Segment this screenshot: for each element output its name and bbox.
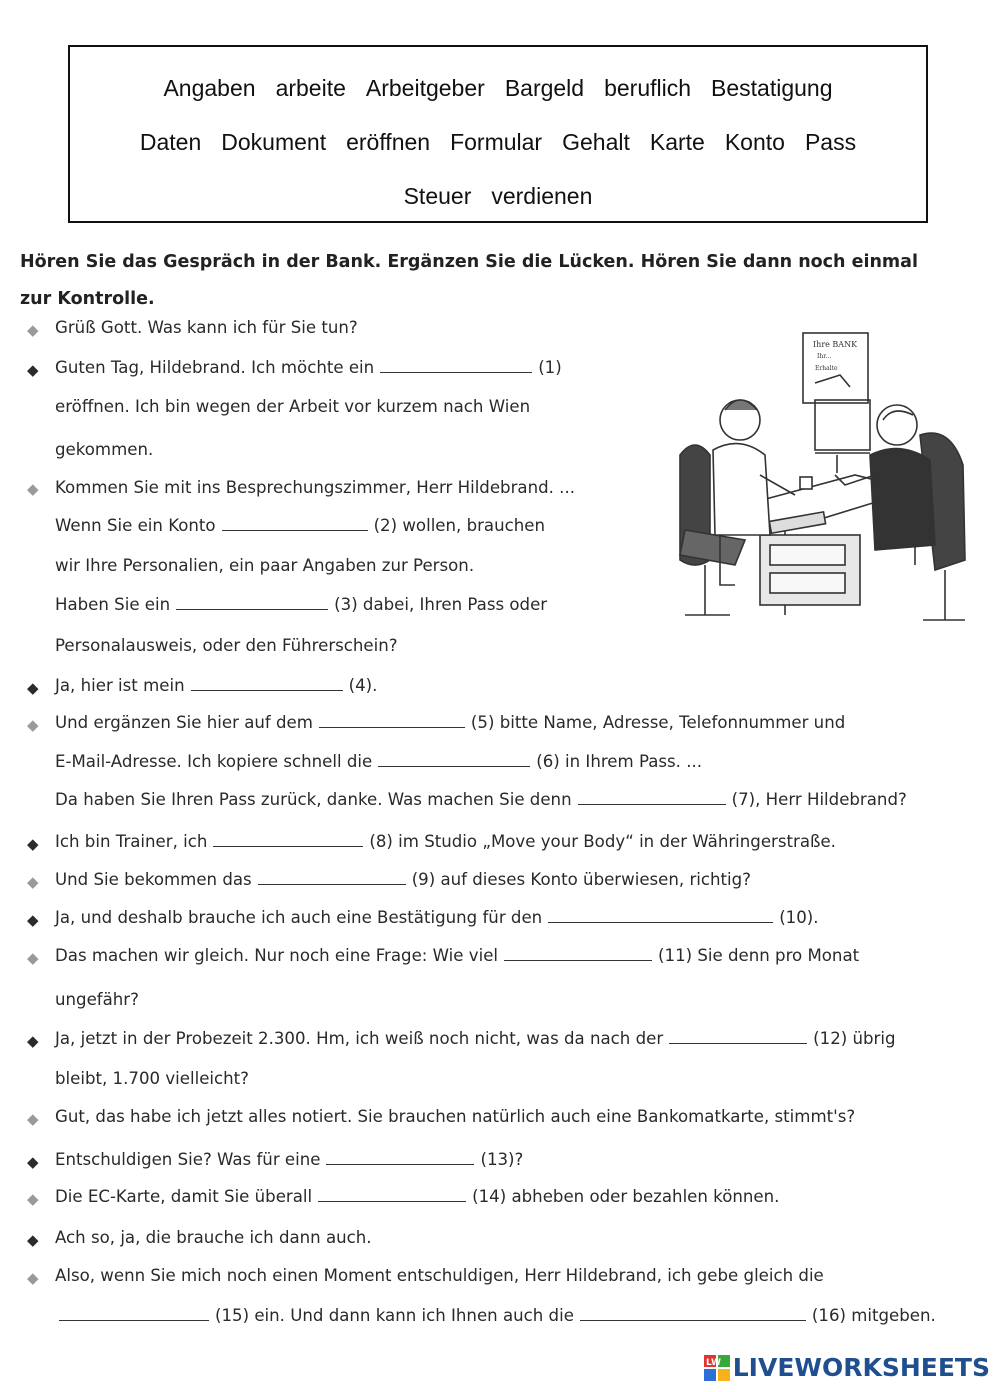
blank-7-input[interactable]	[578, 790, 726, 805]
dialogue-line: E-Mail-Adresse. Ich kopiere schnell die (6) in Ihrem Pass. ...	[55, 752, 703, 771]
blank-12-input[interactable]	[669, 1029, 807, 1044]
liveworksheets-logo-icon	[704, 1355, 730, 1381]
dialogue-line: Entschuldigen Sie? Was für eine (13)?	[55, 1150, 524, 1169]
speaker-bank-icon: ◆	[27, 1190, 39, 1208]
dialogue-line: Gut, das habe ich jetzt alles notiert. Sie brauchen natürlich auch eine Bankomatkarte, stimmt's?	[55, 1107, 856, 1126]
blank-4-input[interactable]	[191, 676, 343, 691]
blank-14-input[interactable]	[318, 1187, 466, 1202]
word-bank-item: Konto	[724, 129, 785, 155]
dialogue-line: ungefähr?	[55, 990, 139, 1009]
dialogue-line: (15) ein. Und dann kann ich Ihnen auch die (16) mitgeben.	[55, 1306, 936, 1325]
blank-6-input[interactable]	[378, 752, 530, 767]
speaker-customer-icon: ◆	[27, 1032, 39, 1050]
dialogue-line: Personalausweis, oder den Führerschein?	[55, 636, 398, 655]
blank-8-input[interactable]	[213, 832, 363, 847]
instruction-line-2: zur Kontrolle.	[20, 289, 155, 309]
word-bank-row-2	[70, 129, 926, 156]
blank-2-input[interactable]	[222, 516, 368, 531]
svg-text:Ihr...: Ihr...	[817, 353, 832, 360]
speaker-bank-icon: ◆	[27, 480, 39, 498]
dialogue-line: Ich bin Trainer, ich (8) im Studio „Move your Body“ in der Währingerstraße.	[55, 832, 836, 851]
speaker-customer-icon: ◆	[27, 911, 39, 929]
dialogue-line: Guten Tag, Hildebrand. Ich möchte ein (1)	[55, 358, 562, 377]
blank-5-input[interactable]	[319, 713, 465, 728]
dialogue-line: Kommen Sie mit ins Besprechungszimmer, Herr Hildebrand. ...	[55, 478, 575, 497]
word-bank-item: Pass	[804, 129, 857, 155]
liveworksheets-brand: LIVEWORKSHEETS	[732, 1353, 990, 1382]
word-bank-item: arbeite	[275, 75, 346, 101]
monitor	[815, 400, 870, 450]
instruction-heading	[20, 244, 970, 318]
dialogue-line: Und Sie bekommen das (9) auf dieses Konto überwiesen, richtig?	[55, 870, 751, 889]
speaker-bank-icon: ◆	[27, 873, 39, 891]
word-bank-item: Dokument	[221, 129, 327, 155]
word-bank-item: Gehalt	[562, 129, 630, 155]
dialogue-line: wir Ihre Personalien, ein paar Angaben zur Person.	[55, 556, 475, 575]
word-bank-item: Arbeitgeber	[365, 75, 485, 101]
blank-13-input[interactable]	[326, 1150, 474, 1165]
word-bank-item: eröffnen	[346, 129, 431, 155]
speaker-bank-icon: ◆	[27, 1269, 39, 1287]
dialogue-line: Grüß Gott. Was kann ich für Sie tun?	[55, 318, 358, 337]
dialogue-line: Also, wenn Sie mich noch einen Moment entschuldigen, Herr Hildebrand, ich gebe gleich die	[55, 1266, 824, 1285]
dialogue-line: Haben Sie ein (3) dabei, Ihren Pass oder	[55, 595, 548, 614]
svg-text:Ihre BANK: Ihre BANK	[813, 340, 858, 349]
dialogue-line: Wenn Sie ein Konto (2) wollen, brauchen	[55, 516, 545, 535]
speaker-customer-icon: ◆	[27, 1231, 39, 1249]
blank-15-input[interactable]	[59, 1306, 209, 1321]
dialogue-line: bleibt, 1.700 vielleicht?	[55, 1069, 249, 1088]
speaker-customer-icon: ◆	[27, 1153, 39, 1171]
speaker-customer-icon: ◆	[27, 679, 39, 697]
speaker-bank-icon: ◆	[27, 321, 39, 339]
liveworksheets-logo	[704, 1353, 990, 1382]
word-bank-item: Bargeld	[504, 75, 585, 101]
instruction-line-1: Hören Sie das Gespräch in der Bank. Ergänzen Sie die Lücken. Hören Sie dann noch einmal	[20, 252, 918, 272]
word-bank-item: Karte	[649, 129, 705, 155]
dialogue-line: Ach so, ja, die brauche ich dann auch.	[55, 1228, 372, 1247]
svg-text:Erhalte: Erhalte	[815, 365, 838, 372]
speaker-customer-icon: ◆	[27, 361, 39, 379]
dialogue-line: Und ergänzen Sie hier auf dem (5) bitte Name, Adresse, Telefonnummer und	[55, 713, 846, 732]
dialogue-line: Die EC-Karte, damit Sie überall (14) abheben oder bezahlen können.	[55, 1187, 780, 1206]
word-bank-item: beruflich	[604, 75, 692, 101]
dialogue-line: gekommen.	[55, 440, 154, 459]
word-bank-row-1	[70, 75, 926, 102]
speaker-customer-icon: ◆	[27, 835, 39, 853]
word-bank-row-3	[70, 183, 926, 210]
blank-1-input[interactable]	[380, 358, 532, 373]
blank-3-input[interactable]	[176, 595, 328, 610]
word-bank-item: Steuer	[403, 183, 472, 209]
word-bank-item: verdienen	[491, 183, 593, 209]
dialogue-line: Da haben Sie Ihren Pass zurück, danke. Was machen Sie denn (7), Herr Hildebrand?	[55, 790, 907, 809]
blank-10-input[interactable]	[548, 908, 773, 923]
svg-text:LW: LW	[705, 1357, 721, 1368]
blank-16-input[interactable]	[580, 1306, 806, 1321]
speaker-bank-icon: ◆	[27, 949, 39, 967]
word-bank-item: Daten	[139, 129, 202, 155]
word-bank-item: Formular	[450, 129, 543, 155]
dialogue-line: eröffnen. Ich bin wegen der Arbeit vor kurzem nach Wien	[55, 397, 531, 416]
word-bank-item: Bestatigung	[711, 75, 833, 101]
bank-consultation-illustration	[665, 325, 970, 635]
dialogue-line: Ja, hier ist mein (4).	[55, 676, 378, 695]
blank-9-input[interactable]	[258, 870, 406, 885]
speaker-bank-icon: ◆	[27, 1110, 39, 1128]
dialogue-line: Das machen wir gleich. Nur noch eine Frage: Wie viel (11) Sie denn pro Monat	[55, 946, 860, 965]
speaker-bank-icon: ◆	[27, 716, 39, 734]
dialogue-line: Ja, jetzt in der Probezeit 2.300. Hm, ich weiß noch nicht, was da nach der (12) übrig	[55, 1029, 896, 1048]
word-bank-item: Angaben	[163, 75, 256, 101]
dialogue-line: Ja, und deshalb brauche ich auch eine Bestätigung für den (10).	[55, 908, 819, 927]
blank-11-input[interactable]	[504, 946, 652, 961]
word-bank-box	[68, 45, 928, 223]
